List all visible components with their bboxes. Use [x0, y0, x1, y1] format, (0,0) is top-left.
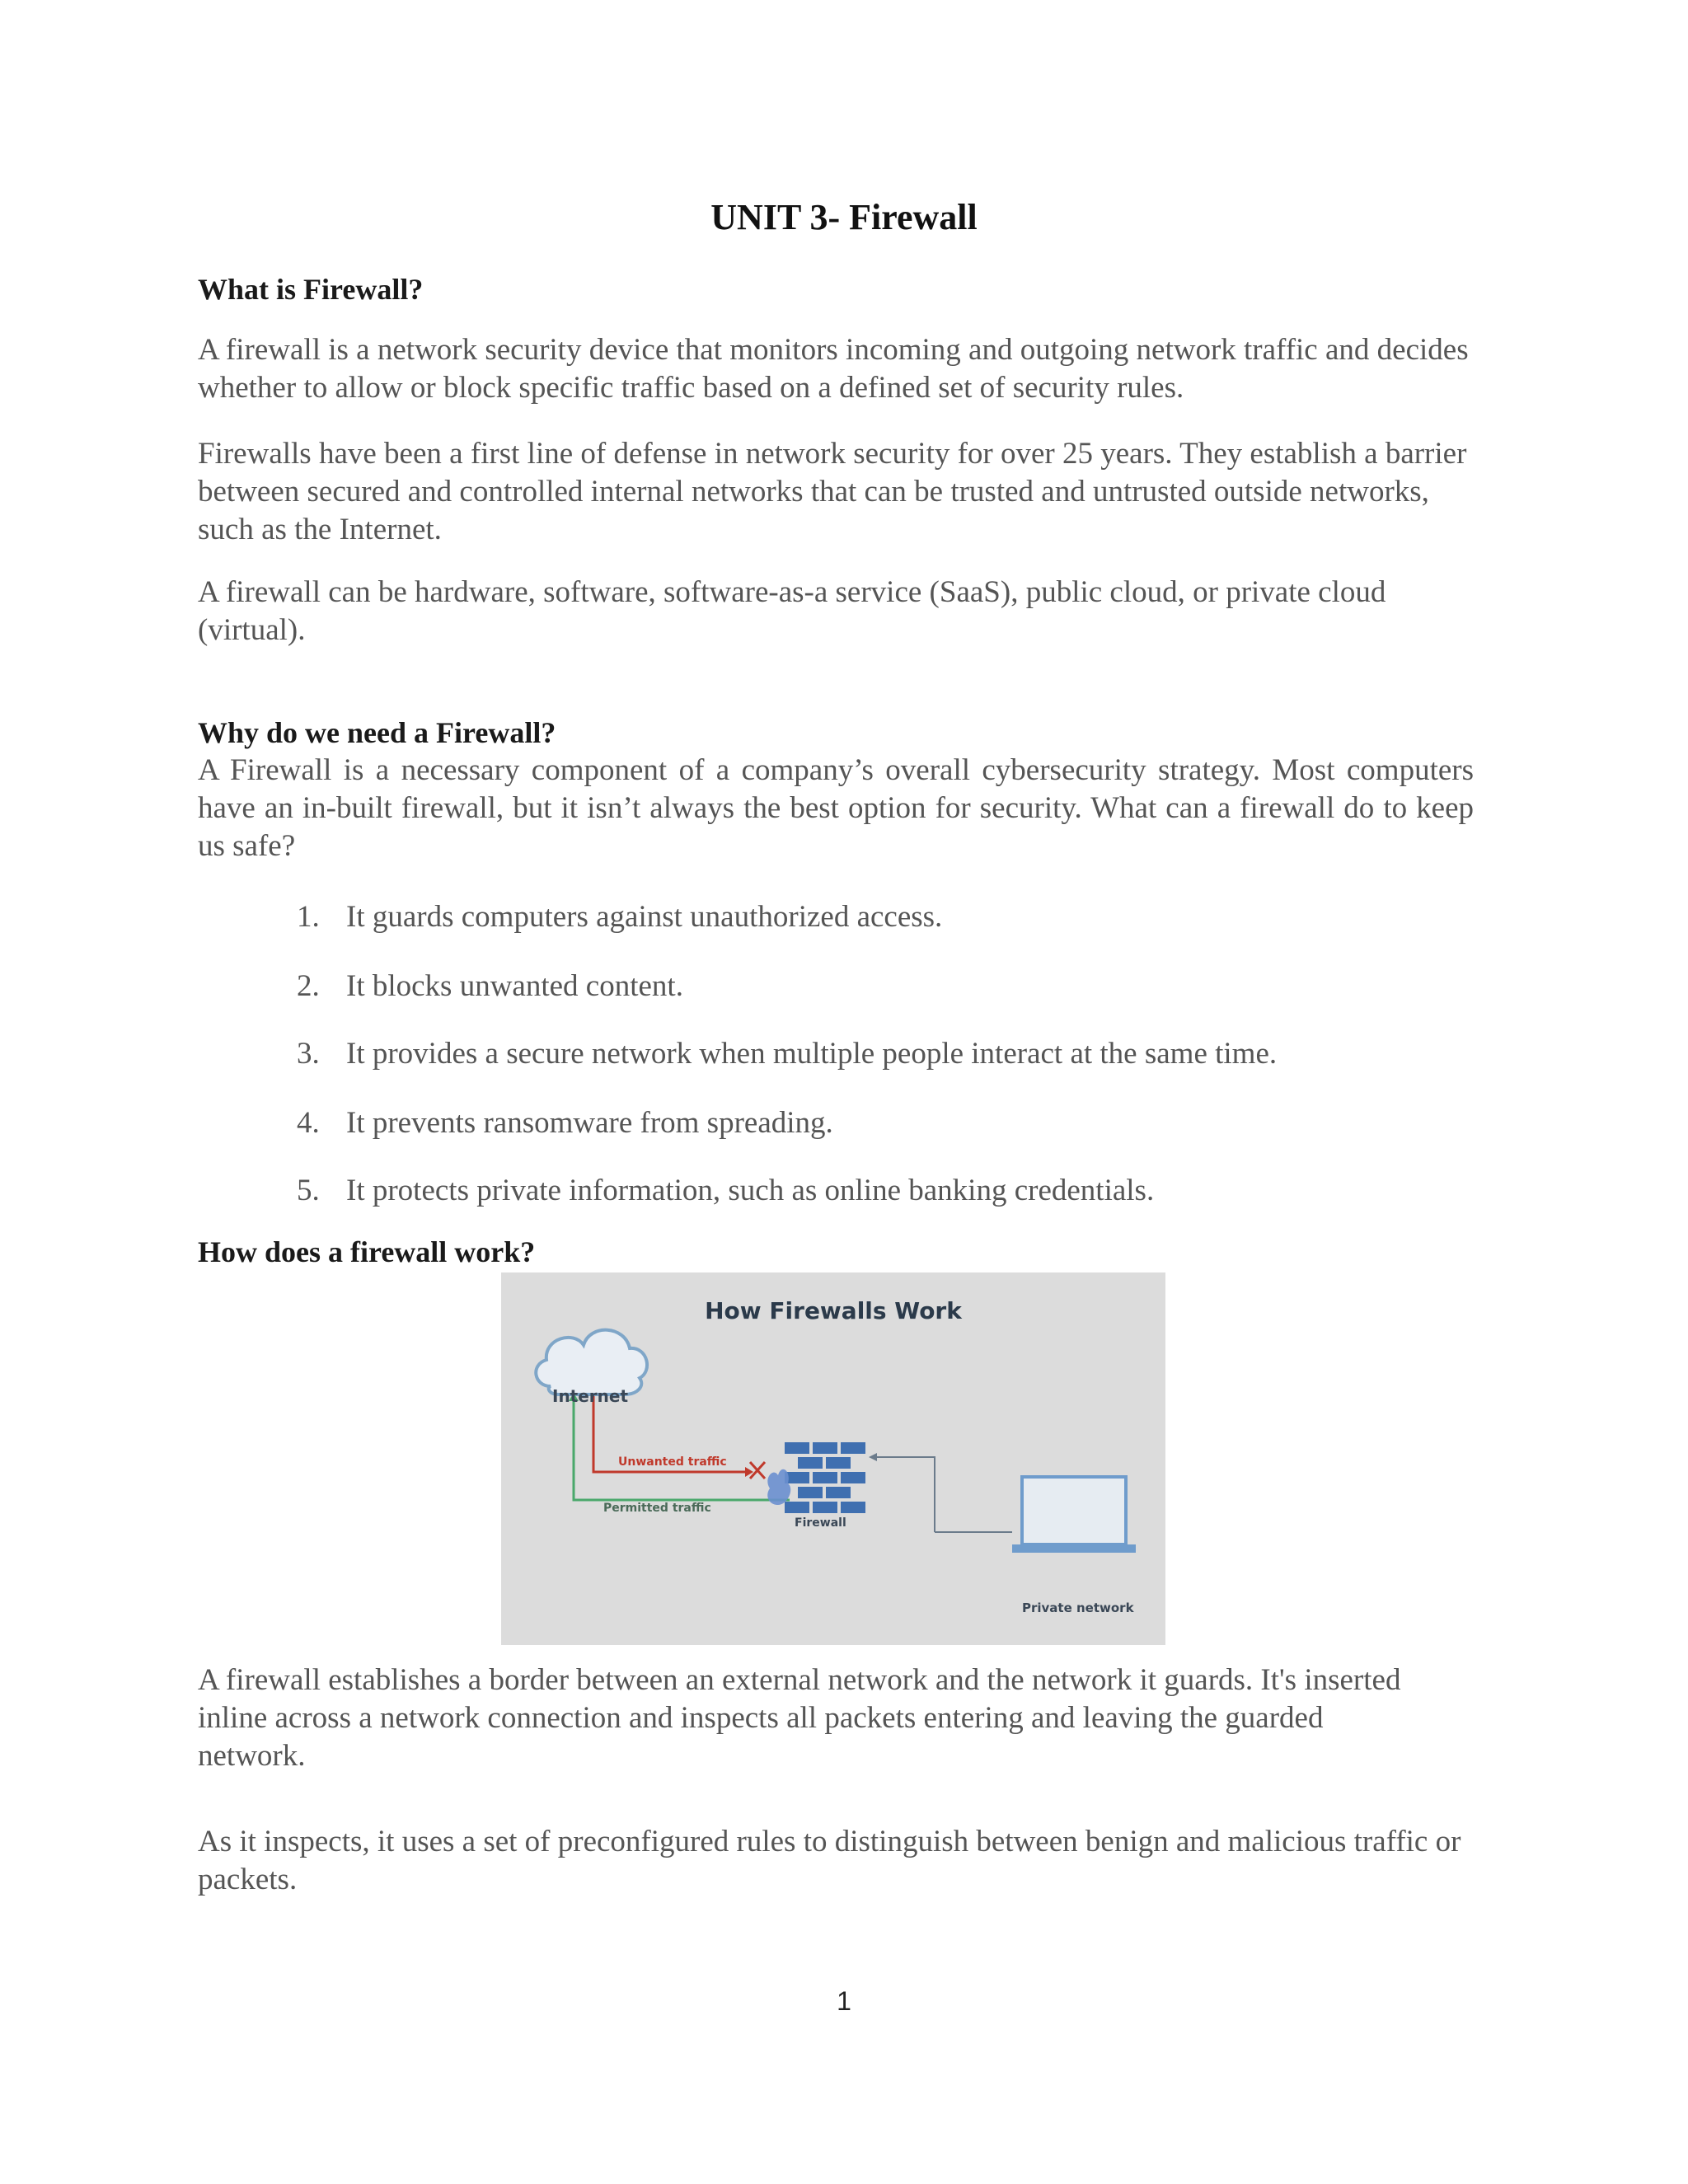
blocked-x-icon: [750, 1462, 765, 1479]
paragraph-how-1: A firewall establishes a border between an external network and the network it guards. It's inserted inline across a network connection and inspects all packets entering and leaving the guarded network.: [198, 1663, 1401, 1773]
list-item: [297, 1172, 1154, 1210]
laptop-icon: [1012, 1477, 1136, 1553]
diagram-graphics: [501, 1272, 1165, 1645]
list-text: It guards computers against unauthorized access.: [346, 900, 943, 934]
paragraph-how-2: As it inspects, it uses a set of preconfigured rules to distinguish between benign and malicious traffic or packets.: [198, 1825, 1461, 1896]
list-number: 3.: [297, 1037, 320, 1071]
section-heading-what: What is Firewall?: [198, 273, 424, 306]
firewall-diagram: [501, 1272, 1165, 1645]
list-item: [297, 968, 683, 1005]
list-item: [297, 1035, 1277, 1073]
list-text: It protects private information, such as online banking credentials.: [346, 1174, 1155, 1207]
list-text: It provides a secure network when multiple people interact at the same time.: [346, 1037, 1278, 1071]
page-number: 1: [837, 1986, 851, 2016]
list-item: [297, 1104, 833, 1142]
private-network-label: Private network: [1022, 1601, 1134, 1615]
diagram-title: How Firewalls Work: [705, 1297, 962, 1324]
list-number: 4.: [297, 1106, 320, 1140]
permitted-traffic-label: Permitted traffic: [603, 1502, 711, 1515]
list-text: It blocks unwanted content.: [346, 969, 683, 1003]
list-number: 1.: [297, 900, 320, 934]
paragraph-what-2: Firewalls have been a first line of defense in network security for over 25 years. They establish a barrier between secured and controlled internal networks that can be trusted and untrusted outside networks, such as the Internet.: [198, 437, 1467, 546]
firewall-icon: [767, 1442, 865, 1513]
paragraph-what-1: A firewall is a network security device that monitors incoming and outgoing network traffic and decides whether to allow or block specific traffic based on a defined set of security rules.: [198, 333, 1469, 405]
page-title: UNIT 3- Firewall: [710, 197, 978, 237]
paragraph-what-3: A firewall can be hardware, software, software-as-a service (SaaS), public cloud, or private cloud (virtual).: [198, 575, 1386, 647]
list-number: 2.: [297, 969, 320, 1003]
list-text: It prevents ransomware from spreading.: [346, 1106, 833, 1140]
list-item: [297, 898, 942, 936]
firewall-label: Firewall: [795, 1516, 846, 1530]
internal-traffic-arrow: [869, 1453, 1012, 1532]
internet-label: Internet: [552, 1386, 629, 1406]
paragraph-why: A Firewall is a necessary component of a company’s overall cybersecurity strategy. Most computers have an in-built firewall, but it isn’t always the best option for security. What can a firewall do to keep us safe?: [198, 753, 1474, 863]
permitted-traffic-arrow: [569, 1393, 790, 1500]
section-heading-why: Why do we need a Firewall?: [198, 716, 556, 749]
list-number: 5.: [297, 1174, 320, 1207]
unwanted-traffic-label: Unwanted traffic: [618, 1455, 727, 1469]
section-heading-how: How does a firewall work?: [198, 1235, 536, 1268]
cloud-icon: [536, 1330, 647, 1394]
